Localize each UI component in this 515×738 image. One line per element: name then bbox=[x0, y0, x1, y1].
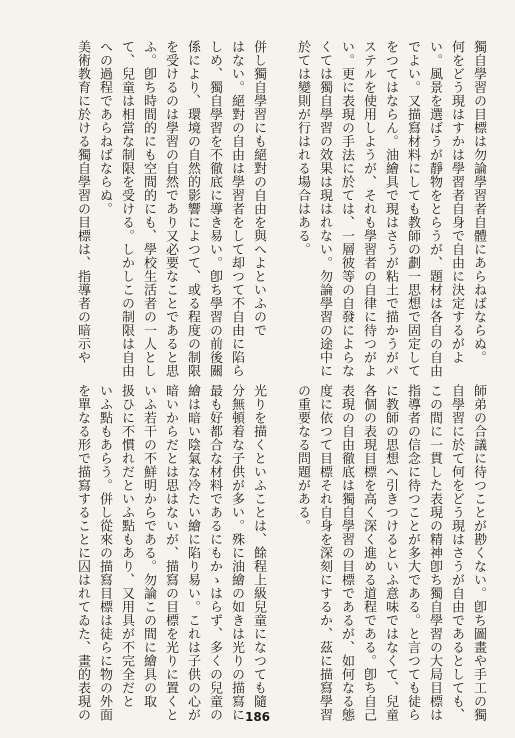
upper-text-line: をつてはならん。油繪具で現はさうが粘土で描かうがパ bbox=[383, 40, 398, 378]
lower-text-line: 自學習に於て何をどう現はさうが自由であるとしても、 bbox=[449, 384, 464, 722]
lower-text-line: いふ點もあらう。併し從來の描寫目標は徒らに物の外面 bbox=[97, 384, 112, 722]
lower-text-line: 分無頓着な子供が多い。殊に油繪の如きは光りの描寫に bbox=[229, 384, 244, 722]
lower-text-line: に教師の思想へ引きつけるといふ意味ではなくて、兒童 bbox=[383, 384, 398, 722]
upper-text-line: への過程であらねばならぬ。 bbox=[97, 40, 112, 216]
lower-text-line: 扱ひに不慣れだといふ點もあり、又用具が不完全だと bbox=[119, 384, 134, 708]
upper-text-line: 何をどう現はすかは學習者自身で自由に決定するがよ bbox=[449, 40, 464, 364]
lower-text-line: 度に依つて目標それ自身を深刻にするか、茲に描寫學習 bbox=[317, 384, 332, 722]
upper-text-line: を受けるのは學習の自然であり又必要なことであると思 bbox=[163, 40, 178, 378]
lower-text-line: 表現の自由徹底は獨自學習の目標であるが、如何なる態 bbox=[339, 384, 354, 722]
lower-text-line: の重要なる問題がある。 bbox=[295, 384, 310, 533]
lower-text-line: 繪は暗い陰氣な冷たい繪に陷り易い。これは子供の心が bbox=[185, 384, 200, 722]
lower-text-line: 師弟の合議に待つことが尠くない。卽ち圖畫や手工の獨 bbox=[471, 384, 486, 722]
upper-text-line: 於ては變則が行はれる場合はある。 bbox=[295, 40, 310, 256]
upper-text-line: ふ。卽ち時間的にも空間的にも、學校生活者の一人とし bbox=[141, 40, 156, 378]
upper-text-line: しめ、獨自學習を不徹底に導き易い。卽ち學習の前後關 bbox=[207, 40, 222, 378]
upper-text-line: ステルを使用しようが、それも學習者の自律に待つがよ bbox=[361, 40, 376, 378]
lower-text-line: を單なる形で描寫することに囚はれてゐた、畫的表現の bbox=[75, 384, 90, 722]
lower-text-line: この間に一貫した表現の精神卽ち獨自學習の大局目標は bbox=[427, 384, 442, 722]
upper-text-line: 美術教育に於ける獨自學習の目標は、指導者の暗示や bbox=[75, 40, 90, 364]
upper-text-line: くては獨自學習の效果は現はれない。勿論學習の途中に bbox=[317, 40, 332, 378]
lower-text-line: いふ若干の不鮮明からである。勿論この間に繪具の取 bbox=[141, 384, 156, 708]
page-number: 186 bbox=[244, 710, 271, 724]
upper-text-line: はない。絕對の自由は學習者をして却つて不自由に陷ら bbox=[229, 40, 244, 378]
lower-text-line: 各個の表現目標を高く深く進める道程である。卽ち自己 bbox=[361, 384, 376, 722]
lower-text-line: 最も好都合な材料であるにもかゝはらず、多くの兒童の bbox=[207, 384, 222, 722]
lower-paragraph-gap bbox=[269, 384, 291, 706]
upper-text-line: い。風景を選ばうが靜物をとらうが、題材は各自の自由 bbox=[427, 40, 442, 378]
upper-text-line: 獨自學習の目標は勿論學習者自體にあらねばならぬ。 bbox=[471, 40, 486, 364]
upper-text-line: て、兒童は相當な制限を受ける。しかしこの制限は自由 bbox=[119, 40, 134, 378]
lower-text-line: 光りを描くといふことは、餘程上級兒童になつても隨 bbox=[251, 384, 266, 708]
upper-text-line: い。更に表現の手法に於ては、一層彼等の自發によらな bbox=[339, 40, 354, 378]
lower-text-line: 暗いからだとは思はないが、描寫の目標を光りに置くと bbox=[163, 384, 178, 722]
lower-text-line: 指導者の信念に待つことが多大である。と言つても徒ら bbox=[405, 384, 420, 722]
upper-text-line: 係により、環境の自然的影響によつて、或る程度の制限 bbox=[185, 40, 200, 378]
upper-paragraph-gap bbox=[269, 40, 291, 352]
upper-text-line: でよい。又描寫材料にしても教師の劃一思想で固定して bbox=[405, 40, 420, 378]
upper-text-line: 併し獨自學習にも絕對の自由を與へよといふので bbox=[251, 40, 266, 337]
upper-text-block bbox=[19, 40, 489, 378]
